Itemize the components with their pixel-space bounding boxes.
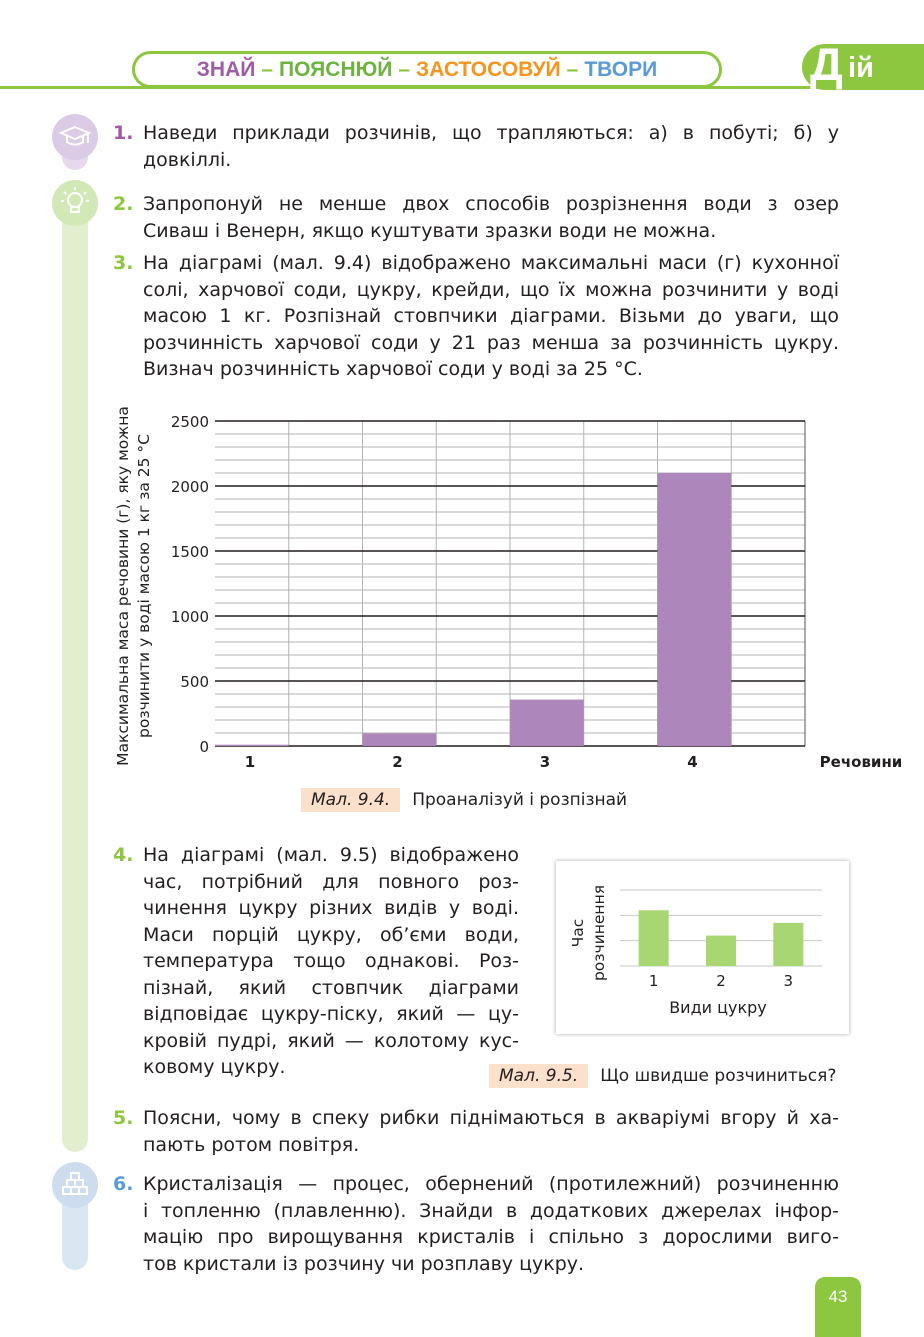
- y-axis-label: Максимальна маса речовини (г), яку можна: [114, 406, 132, 766]
- task-line: солі, харчової соди, цукру, крейди, що їх можна розчинити у воді: [143, 278, 839, 301]
- task-number: 5.: [113, 1107, 134, 1129]
- graduation-cap-icon: [52, 114, 98, 160]
- task-marker-green: [62, 190, 88, 1152]
- x-tick-label: 4: [687, 753, 698, 771]
- bar: [639, 910, 669, 966]
- task-line: чинення цукру різних видів у воді.: [143, 897, 519, 919]
- task-line: Сиваш і Венерн, якщо куштувати зразки води не можна.: [143, 219, 717, 242]
- section-tab-label: ій: [848, 52, 874, 84]
- task-line: час, потрібний для повного роз-: [143, 870, 519, 893]
- task-line: мацію про вирощування кристалів і спільно з дорослими вигo-: [143, 1226, 839, 1248]
- x-tick-label: 1: [648, 972, 659, 990]
- task-text: [143, 1171, 839, 1277]
- task-number: 6.: [113, 1173, 134, 1195]
- task-line: Визнач розчинність харчової соди у воді за 25 °С.: [143, 358, 643, 380]
- figure-9-4-caption-text: Проаналізуй і розпізнай: [412, 790, 628, 810]
- bar: [658, 473, 732, 746]
- task-number: 1.: [113, 122, 134, 144]
- bar: [363, 734, 437, 746]
- bar: [773, 923, 803, 966]
- task-line: Кристалізація — процес, обернений (протилежний) розчиненню: [143, 1173, 839, 1195]
- task-line: пізнай, який стовпчик діаграми: [143, 976, 519, 999]
- task-line: відповідає цукру-піску, який — цу-: [143, 1003, 519, 1025]
- solubility-bar-chart: [105, 388, 903, 780]
- page-number-tab: [815, 1277, 861, 1337]
- task-line: На діаграмі (мал. 9.5) відображено: [143, 844, 519, 866]
- figure-9-5-caption-text: Що швидше розчиниться?: [600, 1066, 837, 1086]
- task-line: Маси порцій цукру, об’єми води,: [143, 923, 519, 946]
- x-axis-label: Речовини: [819, 753, 903, 771]
- task-line: пають ротом повітря.: [143, 1133, 360, 1156]
- task-number: 2.: [113, 193, 134, 215]
- y-axis-label: Час: [569, 918, 587, 948]
- header-word: –: [566, 57, 579, 81]
- task-line: На діаграмі (мал. 9.4) відображено максимальні маси (г) кухонної: [143, 252, 839, 274]
- y-tick-label: 500: [180, 673, 209, 691]
- task-line: кровій пудрі, який — колотому кус-: [143, 1029, 519, 1052]
- task-line: температура тощо однакові. Роз-: [143, 950, 519, 972]
- header-word: ТВОРИ: [584, 57, 658, 81]
- figure-9-5-tag: Мал. 9.5.: [489, 1064, 588, 1088]
- task-text: [143, 842, 519, 1081]
- header-word: –: [398, 57, 411, 81]
- bar: [706, 936, 736, 966]
- task-line: довкіллі.: [143, 148, 232, 171]
- y-axis-label: розчинити у воді масою 1 кг за 25 °С: [135, 434, 153, 738]
- page-number: 43: [828, 1287, 848, 1306]
- bar: [215, 745, 289, 746]
- x-tick-label: 3: [539, 753, 551, 771]
- task-number: 4.: [113, 844, 134, 866]
- x-tick-label: 2: [392, 753, 403, 771]
- task-text: [143, 250, 839, 383]
- task-text: [143, 1105, 839, 1158]
- task-text: [143, 120, 839, 173]
- dissolution-bar-chart: [556, 861, 849, 1034]
- task-number: 3.: [113, 252, 134, 274]
- task-line: Поясни, чому в спеку рибки піднімаються в акваріумі вгору й ха-: [143, 1107, 839, 1129]
- task-line: Наведи приклади розчинів, що трапляються: а) в побуті; б) у: [143, 122, 839, 144]
- dissolution-chart-card: [556, 861, 849, 1034]
- section-tab-letter: Д: [810, 38, 843, 90]
- x-tick-label: 3: [783, 972, 794, 990]
- blocks-icon: [52, 1162, 98, 1208]
- task-text: [143, 191, 839, 244]
- task-line: тов кристали із розчину чи розплаву цукру.: [143, 1252, 585, 1275]
- task-line: Запропонуй не менше двох способів розрізнення води з озер: [143, 193, 839, 215]
- figure-9-4-caption: [301, 786, 627, 814]
- task-line: масою 1 кг. Розпізнай стовпчики діаграми. Візьми до уваги, що: [143, 305, 839, 327]
- x-tick-label: 2: [716, 972, 726, 990]
- y-tick-label: 0: [199, 738, 209, 756]
- header-word: ЗАСТОСОВУЙ: [416, 57, 561, 81]
- task-line: ковому цукру.: [143, 1056, 286, 1078]
- y-tick-label: 1500: [170, 543, 209, 561]
- y-tick-label: 2500: [170, 413, 209, 431]
- header-banner: [132, 51, 722, 88]
- x-tick-label: 1: [244, 753, 256, 771]
- task-line: розчинність харчової соди у 21 раз менша за розчинність цукру.: [143, 331, 839, 354]
- figure-9-4-tag: Мал. 9.4.: [301, 788, 400, 812]
- y-tick-label: 1000: [170, 608, 209, 626]
- figure-9-5-caption: [489, 1062, 836, 1090]
- bar: [510, 700, 584, 746]
- lightbulb-icon: [52, 180, 98, 226]
- x-axis-label: Види цукру: [669, 998, 767, 1017]
- header-word: ЗНАЙ: [196, 57, 256, 81]
- y-tick-label: 2000: [170, 478, 209, 496]
- task-line: і топленню (плавленню). Знайди в додаткових джерелах інфор-: [143, 1199, 839, 1222]
- header-word: –: [261, 57, 274, 81]
- y-axis-label: розчинення: [590, 884, 608, 982]
- header-word: ПОЯСНЮЙ: [279, 57, 393, 81]
